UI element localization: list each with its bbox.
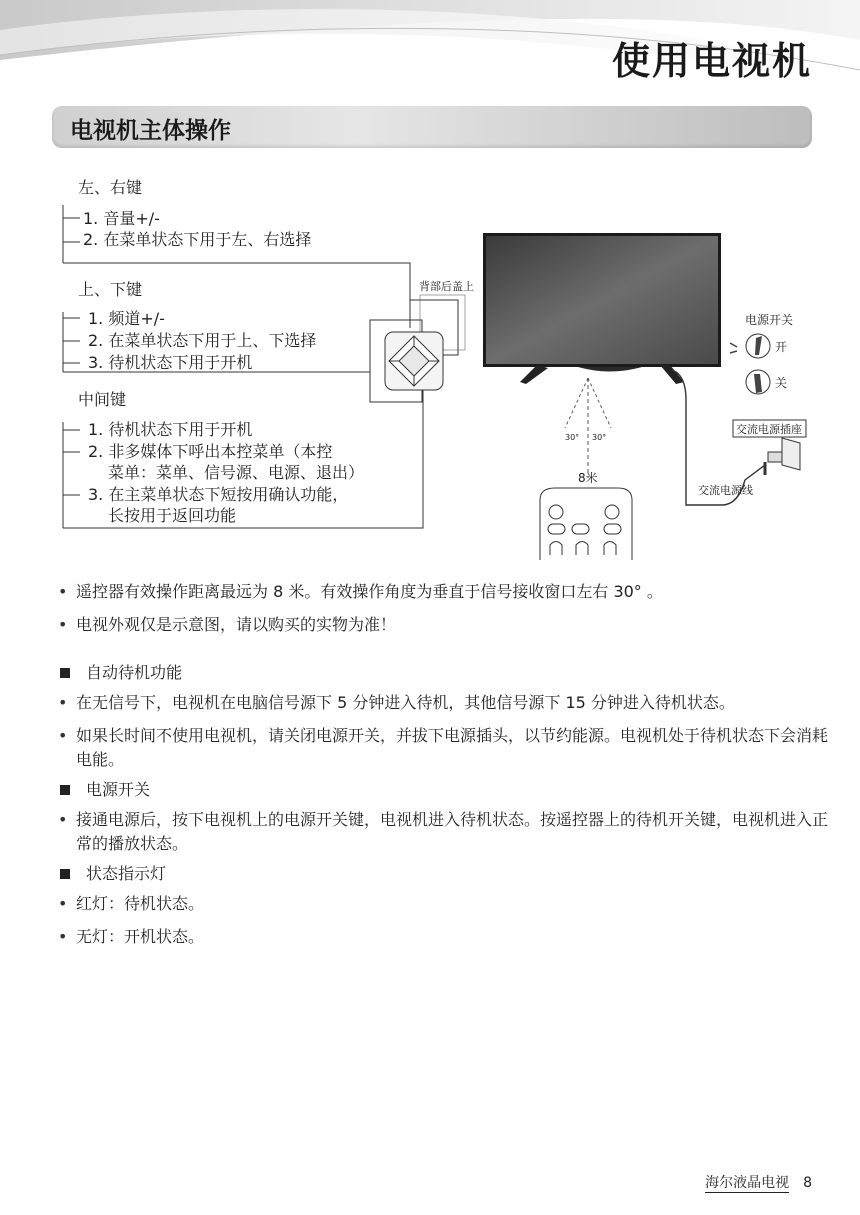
ac-cord-label: 交流电源线 xyxy=(698,484,753,497)
power-on-label: 开 xyxy=(775,340,788,354)
tv-set xyxy=(483,233,721,384)
power-switch-icon xyxy=(730,334,770,394)
lr-key-item-2: 2. 在菜单状态下用于左、右选择 xyxy=(83,230,312,249)
ud-key-bracket xyxy=(63,312,80,372)
notes-section xyxy=(58,580,838,949)
auto-standby-heading: 自动待机功能 xyxy=(58,661,838,685)
power-switch-label: 电源开关 xyxy=(745,313,794,327)
auto-standby-item-2: • 如果长时间不使用电视机，请关闭电源开关，并拔下电源插头，以节约能源。电视机处于待机状态下会消耗电能。 xyxy=(58,724,838,772)
lr-key-heading: 左、右键 xyxy=(78,178,143,197)
indicator-item-2: • 无灯：开机状态。 xyxy=(58,925,838,949)
ac-socket-icon xyxy=(765,438,800,475)
center-key-bracket xyxy=(63,422,80,528)
angle-right-label: 30° xyxy=(592,433,607,442)
page-title: 使用电视机 xyxy=(611,39,812,83)
signal-angle xyxy=(565,378,611,478)
tv-control-diagram xyxy=(0,160,860,560)
power-switch-heading: 电源开关 xyxy=(58,778,838,802)
distance-label: 8米 xyxy=(578,471,598,485)
ud-key-item-3: 3. 待机状态下用于开机 xyxy=(88,353,253,372)
power-off-label: 关 xyxy=(775,376,788,390)
back-cover-label: 背部后盖上 xyxy=(419,280,474,293)
remote-control xyxy=(540,488,632,560)
ac-socket-label: 交流电源插座 xyxy=(736,423,802,436)
ud-key-item-2: 2. 在菜单状态下用于上、下选择 xyxy=(88,331,317,350)
center-key-item-3b: 长按用于返回功能 xyxy=(108,506,237,525)
ud-key-heading: 上、下键 xyxy=(78,280,143,299)
indicator-item-1: • 红灯：待机状态。 xyxy=(58,892,838,916)
section-title: 电视机主体操作 xyxy=(70,118,231,144)
note-remote-range: • 遥控器有效操作距离最远为 8 米。有效操作角度为垂直于信号接收窗口左右 30° 。 xyxy=(58,580,838,604)
joystick-button xyxy=(385,332,443,390)
center-key-item-3: 3. 在主菜单状态下短按用确认功能， xyxy=(88,485,349,504)
center-key-heading: 中间键 xyxy=(78,390,127,409)
center-key-item-2: 2. 非多媒体下呼出本控菜单（本控 xyxy=(88,442,333,461)
note-appearance: • 电视外观仅是示意图，请以购买的实物为准！ xyxy=(58,613,838,637)
lr-key-item-1: 1. 音量+/- xyxy=(83,209,160,228)
page-number: 8 xyxy=(803,1175,812,1191)
center-key-item-2b: 菜单：菜单、信号源、电源、退出） xyxy=(108,463,365,482)
power-switch-item-1: • 接通电源后，按下电视机上的电源开关键，电视机进入待机状态。按遥控器上的待机开关键，电视机进入正常的播放状态。 xyxy=(58,808,838,856)
lr-key-bracket xyxy=(63,205,80,263)
angle-left-label: 30° xyxy=(565,433,580,442)
center-key-item-1: 1. 待机状态下用于开机 xyxy=(88,420,253,439)
footer-brand: 海尔液晶电视 xyxy=(705,1175,790,1191)
footer xyxy=(705,1172,812,1192)
indicator-heading: 状态指示灯 xyxy=(58,862,838,886)
auto-standby-item-1: • 在无信号下，电视机在电脑信号源下 5 分钟进入待机，其他信号源下 15 分钟进入待机状态。 xyxy=(58,691,838,715)
ud-key-item-1: 1. 频道+/- xyxy=(88,309,165,328)
